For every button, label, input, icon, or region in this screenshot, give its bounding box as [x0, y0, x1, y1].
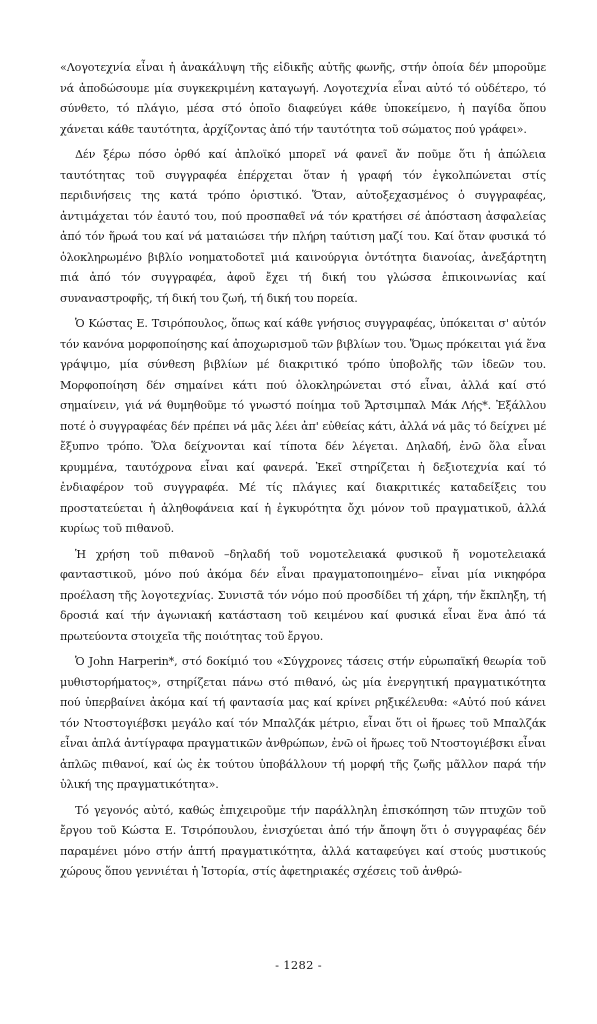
paragraph-2: Δέν ξέρω πόσο ὀρθό καί ἀπλοϊκό μπορεῖ νά φανεῖ ἄν ποῦμε ὅτι ἡ ἀπώλεια ταυτότητας τοῦ συγγραφέα ἐπέρχεται ὅταν ἡ γραφή τόν ἐγκολπώνεται στίς περιδινήσεις της κατά τρόπο ὁριστικό. Ὅταν, αὐτοξεχασμένος ὁ συγγραφέας, ἀντιμάχεται τόν ἑαυτό του, πού προσπαθεῖ νά τόν κρατήσει σέ ἀπόσταση ἀσφαλείας ἀπό τόν ἥρωά του καί νά ματαιώσει τήν πλήρη ταύτιση μαζί του. Καί ὅταν φυσικά τό ὁλοκληρωμένο βιβλίο νοηματοδοτεῖ μιά καινούργια ὀντότητα διανοίας, ἀνεξάρτητη πιά ἀπό τόν συγγραφέα, ἀφοῦ ἔχει τή δική του γλώσσα ἐπικοινωνίας καί συναναστροφῆς, τή δική του ζωή, τή δική του πορεία.: [60, 148, 546, 305]
page-body: [60, 58, 546, 888]
paragraph-1: «Λογοτεχνία εἶναι ἡ ἀνακάλυψη τῆς εἰδικῆς αὐτῆς φωνῆς, στήν ὁποία δέν μποροῦμε νά ἀποδώσουμε μία συγκεκριμένη καταγωγή. Λογοτεχνία εἶναι αὐτό τό οὐδέτερο, τό σύνθετο, τό πλάγιο, μέσα στό ὁποῖο διαφεύγει κάθε ὑποκείμενο, ἡ παγίδα ὅπου χάνεται κάθε ταυτότητα, ἀρχίζοντας ἀπό τήν ταυτότητα τοῦ σώματος πού γράφει».: [60, 61, 546, 136]
paragraph-5: Ὁ John Harperin*, στό δοκίμιό του «Σύγχρονες τάσεις στήν εὐρωπαϊκή θεωρία τοῦ μυθιστορήματος», στηρίζεται πάνω στό πιθανό, ὡς μία ἐνεργητική πραγματικότητα πού ὑπερβαίνει ἀκόμα καί τή φαντασία μας καί κρίνει ρηξικέλευθα: «Αὐτό πού κάνει τόν Ντοστογιέβσκι μεγάλο καί τόν Μπαλζάκ μέτριο, εἶναι ὅτι οἱ ἥρωες τοῦ Μπαλζάκ εἶναι ἁπλά ἀντίγραφα πραγματικῶν ἀνθρώπων, ἐνῶ οἱ ἥρωες τοῦ Ντοστογιέβσκι εἶναι ἁπλῶς πιθανοί, καί ὡς ἐκ τούτου ὑποβάλλουν τή μορφή τῆς ζωῆς μᾶλλον παρά τήν ὑλική της πραγματικότητα».: [60, 655, 546, 791]
paragraph-3: Ὁ Κώστας Ε. Τσιρόπουλος, ὅπως καί κάθε γνήσιος συγγραφέας, ὑπόκειται σ' αὐτόν τόν κανόνα μορφοποίησης καί ἀποχωρισμοῦ τῶν βιβλίων του. Ὅμως πρόκειται γιά ἕνα γράψιμο, μία σύνθεση βιβλίων μέ διακριτικό τρόπο ὑποβολῆς τῶν ἰδεῶν του. Μορφοποίηση δέν σημαίνει κάτι πού ὁλοκληρώνεται στό εἶναι, ἀλλά καί στό σημαίνειν, γιά νά θυμηθοῦμε τό γνωστό ποίημα τοῦ Ἄρτσιμπαλ Μάκ Λής*. Ἐξάλλου ποτέ ὁ συγγραφέας δέν πρέπει νά μᾶς λέει ἀπ' εὐθείας κάτι, ἀλλά νά μᾶς τό δείχνει μέ ἔξυπνο τρόπο. Ὅλα δείχνονται καί τίποτα δέν λέγεται. Δηλαδή, ἐνῶ ὅλα εἶναι κρυμμένα, ταυτόχρονα εἶναι καί φανερά. Ἐκεῖ στηρίζεται ἡ δεξιοτεχνία καί τό ἐνδιαφέρον τοῦ συγγραφέα. Μέ τίς πλάγιες καί διακριτικές καταδείξεις του προστατεύεται ἡ ἀληθοφάνεια καί ἡ ἐγκυρότητα ὄχι μόνον τοῦ πραγματικοῦ, ἀλλά κυρίως τοῦ πιθανοῦ.: [60, 317, 546, 535]
page-number: - 1282 -: [275, 958, 322, 972]
paragraph-4: Ἡ χρήση τοῦ πιθανοῦ –δηλαδή τοῦ νομοτελειακά φυσικοῦ ἤ νομοτελειακά φανταστικοῦ, μόνο πού ἀκόμα δέν εἶναι πραγματοποιημένο– εἶναι μία νικηφόρα προέλαση τῆς λογοτεχνίας. Συνιστᾶ τόν νόμο πού προσδίδει τή χάρη, τήν ἔκπληξη, τή δροσιά καί τήν ἀγωνιακή κατάσταση τοῦ κειμένου καί φυσικά εἶναι ἕνα ἀπό τά πρωτεύοντα στοιχεῖα τῆς ποιότητας τοῦ ἔργου.: [60, 547, 546, 643]
paragraph-6: Τό γεγονός αὐτό, καθώς ἐπιχειροῦμε τήν παράλληλη ἐπισκόπηση τῶν πτυχῶν τοῦ ἔργου τοῦ Κώστα Ε. Τσιρόπουλου, ἐνισχύεται ἀπό τήν ἄποψη ὅτι ὁ συγγραφέας δέν παραμένει μόνο στήν ἁπτή πραγματικότητα, ἀλλά καταφεύγει καί στούς μυστικούς χώρους ὅπου γεννιέται ἡ Ἱστορία, στίς ἀφετηριακές σχέσεις τοῦ ἀνθρώ-: [60, 803, 546, 878]
